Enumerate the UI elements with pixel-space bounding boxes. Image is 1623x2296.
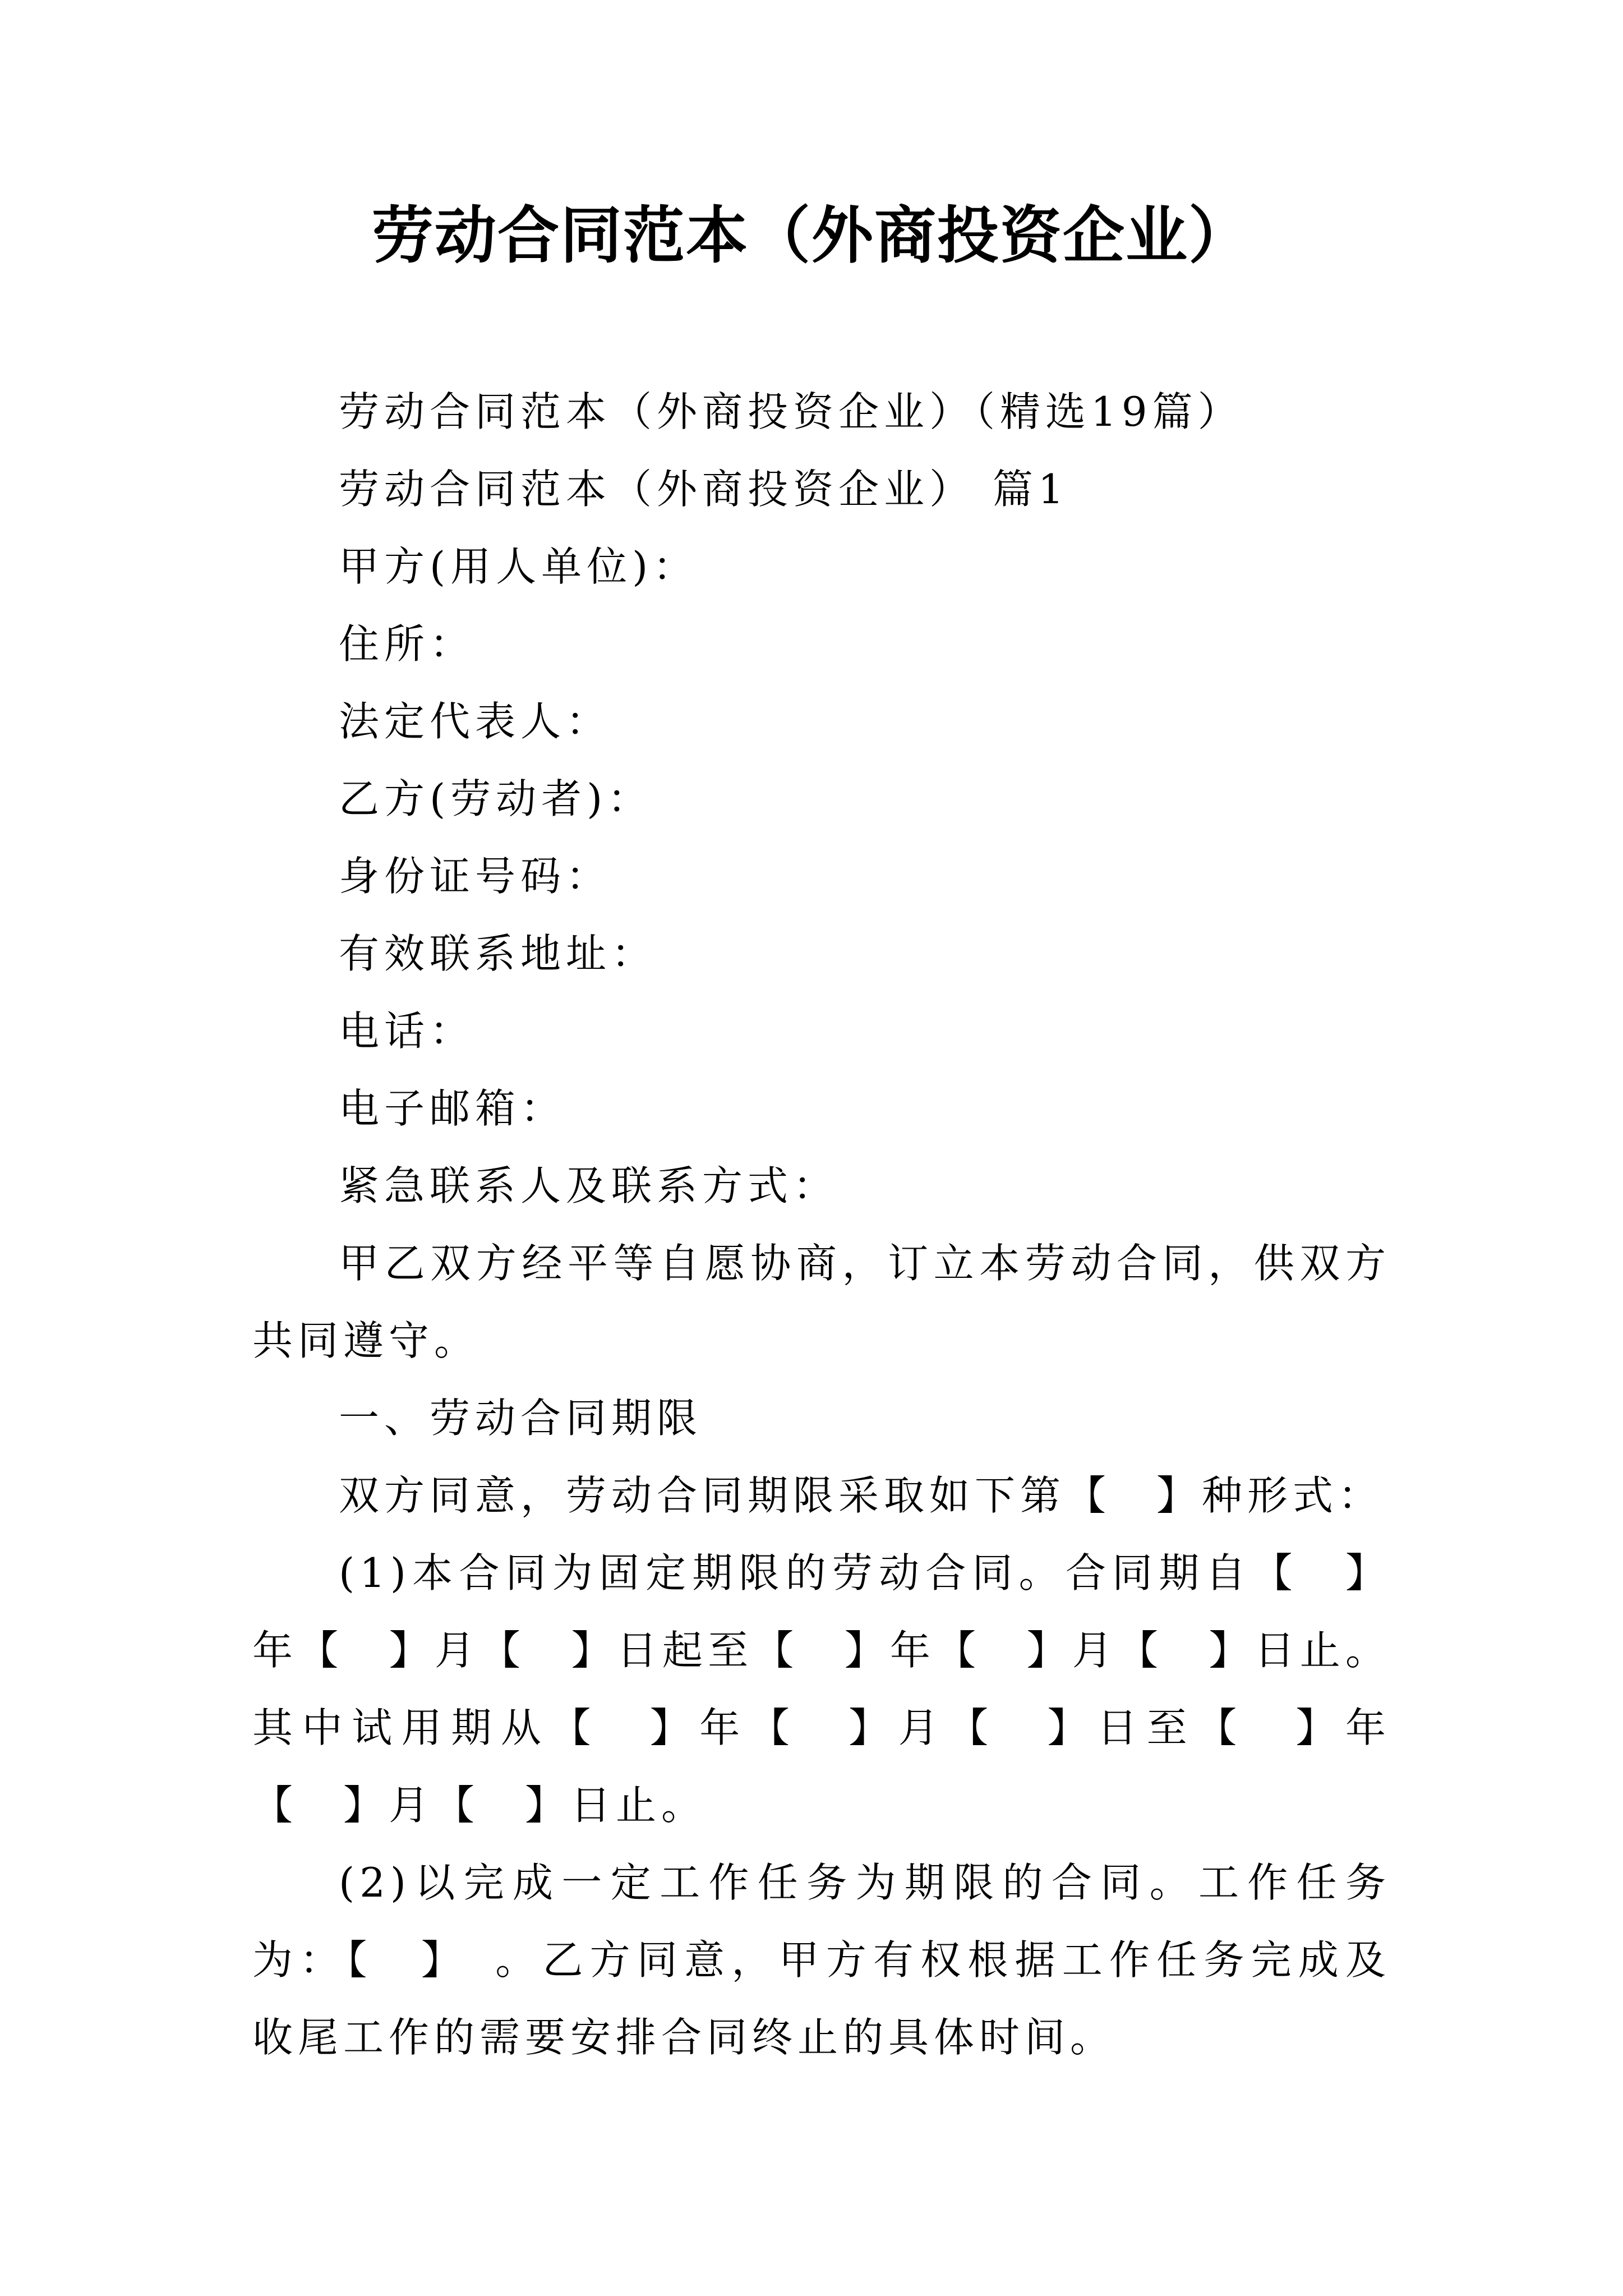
clause-paragraph: 双方同意，劳动合同期限采取如下第【 】种形式：: [339, 1472, 1384, 1519]
section-heading: 劳动合同范本（外商投资企业） 篇1: [339, 466, 1069, 513]
agreement-paragraph: 甲乙双方经平等自愿协商，订立本劳动合同，供双方共同遵守。: [252, 1240, 1391, 1364]
field-email: 电子邮箱：: [339, 1085, 566, 1132]
field-id-number: 身份证号码：: [339, 853, 612, 900]
field-address: 住所：: [339, 620, 476, 668]
clause-heading: 一、劳动合同期限: [339, 1395, 703, 1442]
document-body: [252, 373, 1391, 2076]
field-party-b: 乙方(劳动者)：: [339, 775, 653, 822]
field-phone: 电话：: [339, 1007, 476, 1055]
clause-item-2: (2)以完成一定工作任务为期限的合同。工作任务为：【 】 。乙方同意，甲方有权根据工作任务完成及收尾工作的需要安排合同终止的具体时间。: [252, 1859, 1391, 2061]
field-legal-representative: 法定代表人：: [339, 698, 612, 745]
field-emergency-contact: 紧急联系人及联系方式：: [339, 1162, 839, 1209]
field-contact-address: 有效联系地址：: [339, 930, 657, 977]
clause-item-1: (1)本合同为固定期限的劳动合同。合同期自【 】年【 】月【 】日起至【 】年【 】月【 】日止。其中试用期从【 】年【 】月【 】日至【 】年【 】月【 】日止。: [252, 1549, 1391, 1829]
document-title: 劳动合同范本（外商投资企业）: [372, 200, 1251, 272]
field-party-a: 甲方(用人单位)：: [339, 543, 699, 590]
subtitle-paragraph: 劳动合同范本（外商投资企业）（精选19篇）: [339, 388, 1243, 435]
